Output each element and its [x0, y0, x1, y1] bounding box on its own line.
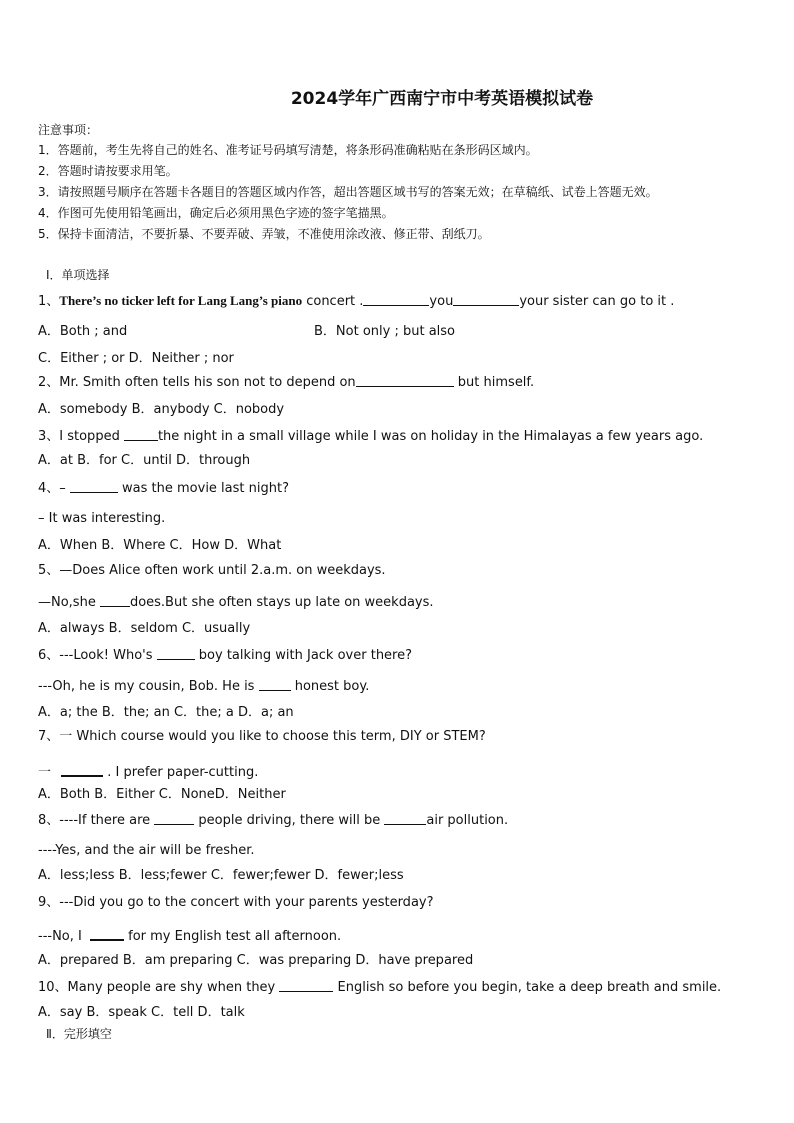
question-text: people driving, there will be	[194, 813, 385, 828]
notice-item: 5．保持卡面清洁，不要折暴、不要弄破、弄皱，不准使用涂改液、修正带、刮纸刀。	[38, 227, 490, 241]
question-text-bold: There’s no ticker left for Lang Lang’s piano	[59, 293, 303, 308]
notice-item: 4．作图可先使用铅笔画出，确定后必须用黑色字迹的签字笔描黑。	[38, 206, 394, 220]
notice-item: 3．请按照题号顺序在答题卡各题目的答题区域内作答，超出答题区域书写的答案无效；在草稿纸、试卷上答题无效。	[38, 185, 658, 199]
option-row: A．at B．for C．until D．through	[38, 453, 251, 468]
answer-line	[38, 678, 369, 695]
section-heading: Ⅱ．完形填空	[46, 1027, 112, 1041]
option-a: A．Both ; and	[38, 324, 128, 339]
option-row: A．prepared B．am preparing C．was preparing D．have prepared	[38, 953, 474, 968]
question-text: English so before you begin, take a deep breath and smile.	[333, 980, 722, 995]
notice-item: 2．答题时请按要求用笔。	[38, 164, 178, 178]
question-text: was the movie last night?	[117, 481, 289, 496]
answer-blank	[154, 812, 194, 825]
question-2	[38, 374, 534, 391]
answer-blank	[279, 979, 333, 992]
option-row: A．less;less B．less;fewer C．fewer;fewer D．fewer;less	[38, 868, 404, 883]
question-number: 1、	[38, 294, 60, 309]
option-row: A．Both B．Either C．NoneD．Neither	[38, 787, 286, 802]
answer-blank	[384, 812, 426, 825]
question-text: the night in a small village while I was on holiday in the Himalayas a few years ago.	[157, 429, 704, 444]
answer-blank	[100, 594, 130, 607]
option-row: A．a; the B．the; an C．the; a D．a; an	[38, 705, 294, 720]
question-text: does.But she often stays up late on weekdays.	[129, 595, 434, 610]
question-text: 2、Mr. Smith often tells his son not to depend on	[38, 375, 356, 390]
answer-line	[38, 763, 258, 781]
option-row: A．say B．speak C．tell D．talk	[38, 1005, 245, 1020]
question-text: 3、I stopped	[38, 429, 124, 444]
answer-line: – It was interesting.	[38, 511, 166, 526]
answer-line	[38, 927, 341, 945]
question-text: concert .	[306, 294, 364, 309]
answer-blank	[453, 293, 519, 306]
question-7: 7、一 Which course would you like to choose this term, DIY or STEM?	[38, 729, 486, 744]
notice-heading: 注意事项：	[38, 123, 99, 137]
question-text: but himself.	[453, 375, 535, 390]
answer-blank	[259, 678, 291, 691]
question-text: you	[429, 294, 454, 309]
answer-blank	[356, 374, 454, 387]
question-text: 4、–	[38, 481, 70, 496]
question-text: . I prefer paper-cutting.	[103, 765, 259, 780]
option-b: B．Not only ; but also	[314, 324, 455, 339]
question-text: for my English test all afternoon.	[123, 929, 342, 944]
question-text: —No,she	[38, 595, 100, 610]
question-5: 5、—Does Alice often work until 2.a.m. on weekdays.	[38, 563, 386, 578]
question-text: your sister can go to it .	[519, 294, 675, 309]
question-text: 10、Many people are shy when they	[38, 980, 280, 995]
answer-blank	[157, 647, 195, 660]
question-text: 8、----If there are	[38, 813, 155, 828]
notice-item: 1．答题前，考生先将自己的姓名、准考证号码填写清楚，将条形码准确粘贴在条形码区域内。	[38, 143, 538, 157]
question-text: air pollution.	[426, 813, 509, 828]
question-text: 6、---Look! Who's	[38, 648, 157, 663]
option-row: A．When B．Where C．How D．What	[38, 538, 282, 553]
option-row: C．Either ; or D．Neither ; nor	[38, 351, 234, 366]
answer-blank	[61, 763, 103, 777]
section-heading: Ⅰ．单项选择	[46, 268, 110, 282]
question-text: boy talking with Jack over there?	[194, 648, 413, 663]
answer-line: ----Yes, and the air will be fresher.	[38, 843, 255, 858]
answer-line	[38, 594, 434, 611]
question-8	[38, 812, 508, 829]
question-3	[38, 428, 703, 445]
answer-blank	[90, 927, 124, 941]
question-6	[38, 647, 412, 664]
page-title: 2024学年广西南宁市中考英语模拟试卷	[290, 89, 594, 109]
option-row: A．somebody B．anybody C．nobody	[38, 402, 285, 417]
question-9: 9、---Did you go to the concert with your parents yesterday?	[38, 895, 434, 910]
answer-blank	[70, 480, 118, 493]
question-text: honest boy.	[290, 679, 370, 694]
question-text: ---No, I	[38, 929, 86, 944]
question-4	[38, 480, 289, 497]
option-row: A．always B．seldom C．usually	[38, 621, 251, 636]
question-text: 一	[38, 765, 56, 780]
question-text: ---Oh, he is my cousin, Bob. He is	[38, 679, 259, 694]
question-10	[38, 979, 721, 996]
answer-blank	[124, 428, 158, 441]
answer-blank	[363, 293, 429, 306]
question-1	[38, 293, 674, 310]
